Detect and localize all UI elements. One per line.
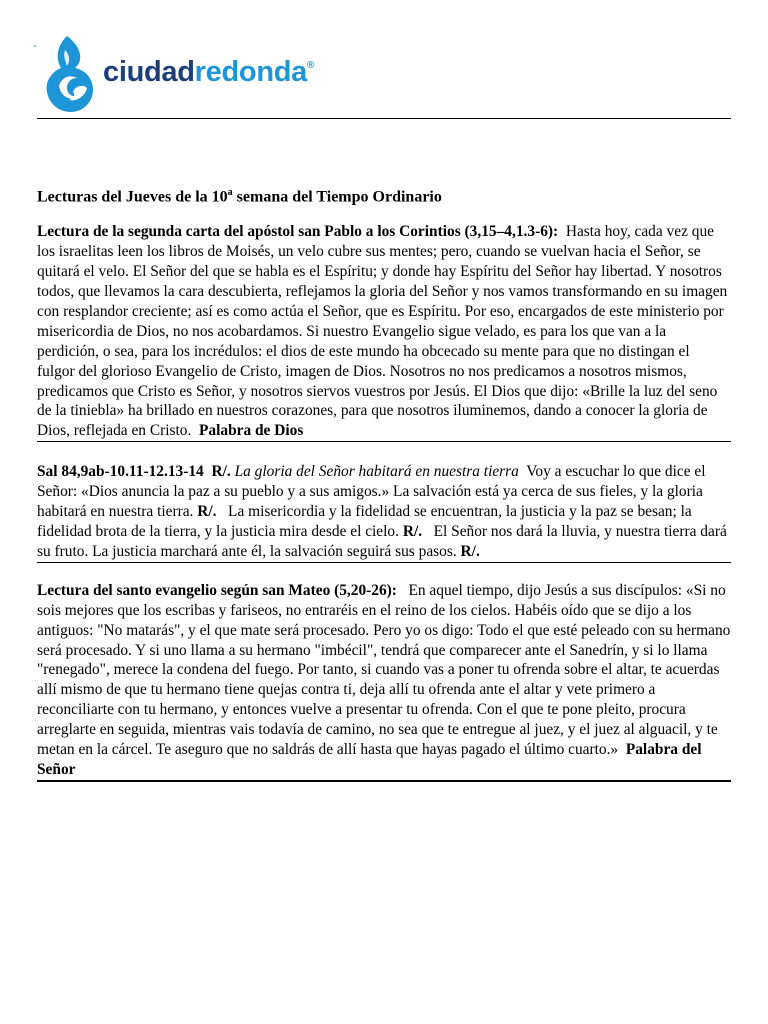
psalm-response-marker: R/. bbox=[197, 503, 217, 521]
gospel bbox=[37, 581, 731, 780]
first-reading-heading: Lectura de la segunda carta del apóstol san Pablo a los Corintios (3,15–4,1.3-6): bbox=[37, 223, 559, 241]
section-divider bbox=[37, 781, 731, 782]
document-page bbox=[33, 0, 731, 782]
section-divider bbox=[37, 441, 731, 442]
gospel-closing: Palabra del Señor bbox=[37, 741, 702, 778]
header-divider bbox=[37, 118, 731, 119]
psalm-stanza-1: Voy a escuchar lo que dice el Señor: «Dios anuncia la paz a su pueblo y a sus amigos.» La salvación está ya cerca de sus fieles, y la gloria habitará en nuestra tierra. bbox=[37, 463, 706, 521]
ciudadredonda-wordmark: ciudadredonda® bbox=[103, 56, 315, 88]
gospel-heading: Lectura del santo evangelio según san Mateo (5,20-26): bbox=[37, 581, 397, 599]
first-reading-text: Hasta hoy, cada vez que los israelitas leen los libros de Moisés, un velo cubre sus mentes; pero, cuando se vuelvan hacia el Señor, se quitará el velo. El Señor del que se habla es el Espíritu; y donde hay Espíritu del Señor hay libertad. Y nosotros todos, que llevamos la cara descubierta, reflejamos la gloria del Señor y nos vamos transformando en su imagen con resplandor creciente; así es como actúa el Señor, que es Espíritu. Por eso, encargados de este ministerio por misericordia de Dios, no nos acobardamos. Si nuestro Evangelio sigue velado, es para los que van a la perdición, o sea, para los incrédulos: el dios de este mundo ha obcecado su mente para que no distingan el fulgor del glorioso Evangelio de Cristo, imagen de Dios. Nosotros no nos predicamos a nosotros mismos, predicamos que Cristo es Señor, y nosotros siervos vuestros por Jesús. El Dios que dijo: «Brille la luz del seno de la tiniebla» ha brillado en nuestros corazones, para que nosotros iluminemos, dando a conocer la gloria de Dios, reflejada en Cristo. bbox=[37, 223, 728, 440]
ciudadredonda-logo-icon bbox=[39, 34, 99, 118]
first-reading-closing: Palabra de Dios bbox=[199, 422, 304, 440]
first-reading bbox=[37, 222, 731, 441]
page-title: Lecturas del Jueves de la 10$^a$ semana del Tiempo Ordinario bbox=[37, 187, 442, 206]
psalm-stanza-2: La misericordia y la fidelidad se encuentran, la justicia y la paz se besan; la fidelidad brota de la tierra, y la justicia mira desde el cielo. bbox=[37, 503, 692, 541]
psalm-response-text: La gloria del Señor habitará en nuestra tierra bbox=[234, 463, 519, 481]
psalm-heading: Sal 84,9ab-10.11-12.13-14 bbox=[37, 463, 204, 481]
header-dash: - bbox=[33, 38, 37, 52]
header bbox=[33, 0, 731, 118]
psalm-response-marker: R/. bbox=[211, 463, 231, 481]
registered-mark: ® bbox=[306, 60, 315, 71]
psalm-response-marker: R/. bbox=[460, 542, 480, 560]
psalm-response-marker: R/. bbox=[402, 523, 423, 541]
gospel-text: En aquel tiempo, dijo Jesús a sus discípulos: «Si no sois mejores que los escribas y fariseos, no entraréis en el reino de los cielos. Habéis oído que se dijo a los antiguos: "No matarás", y el que mate será procesado. Pero yo os digo: Todo el que esté peleado con su hermano será procesado. Y si uno llama a su hermano "imbécil", tendrá que comparecer ante el Sanedrín, y si lo llama "renegado", merece la condena del fuego. Por tanto, si cuando vas a poner tu ofrenda sobre el altar, te acuerdas allí mismo de que tu hermano tiene quejas contra ti, deja allí tu ofrenda ante el altar y vete primero a reconciliarte con tu hermano, y entonces vuelve a presentar tu ofrenda. Con el que te pone pleito, procura arreglarte en seguida, mientras vais todavía de camino, no sea que te entregue al juez, y el juez al alguacil, y te metan en la cárcel. Te aseguro que no saldrás de allí hasta que hayas pagado el último cuarto.» bbox=[37, 581, 731, 759]
psalm bbox=[37, 462, 731, 562]
section-divider bbox=[37, 562, 731, 563]
psalm-stanza-3: El Señor nos dará la lluvia, y nuestra tierra dará su fruto. La justicia marchará ante él, la salvación seguirá sus pasos. bbox=[37, 523, 727, 560]
